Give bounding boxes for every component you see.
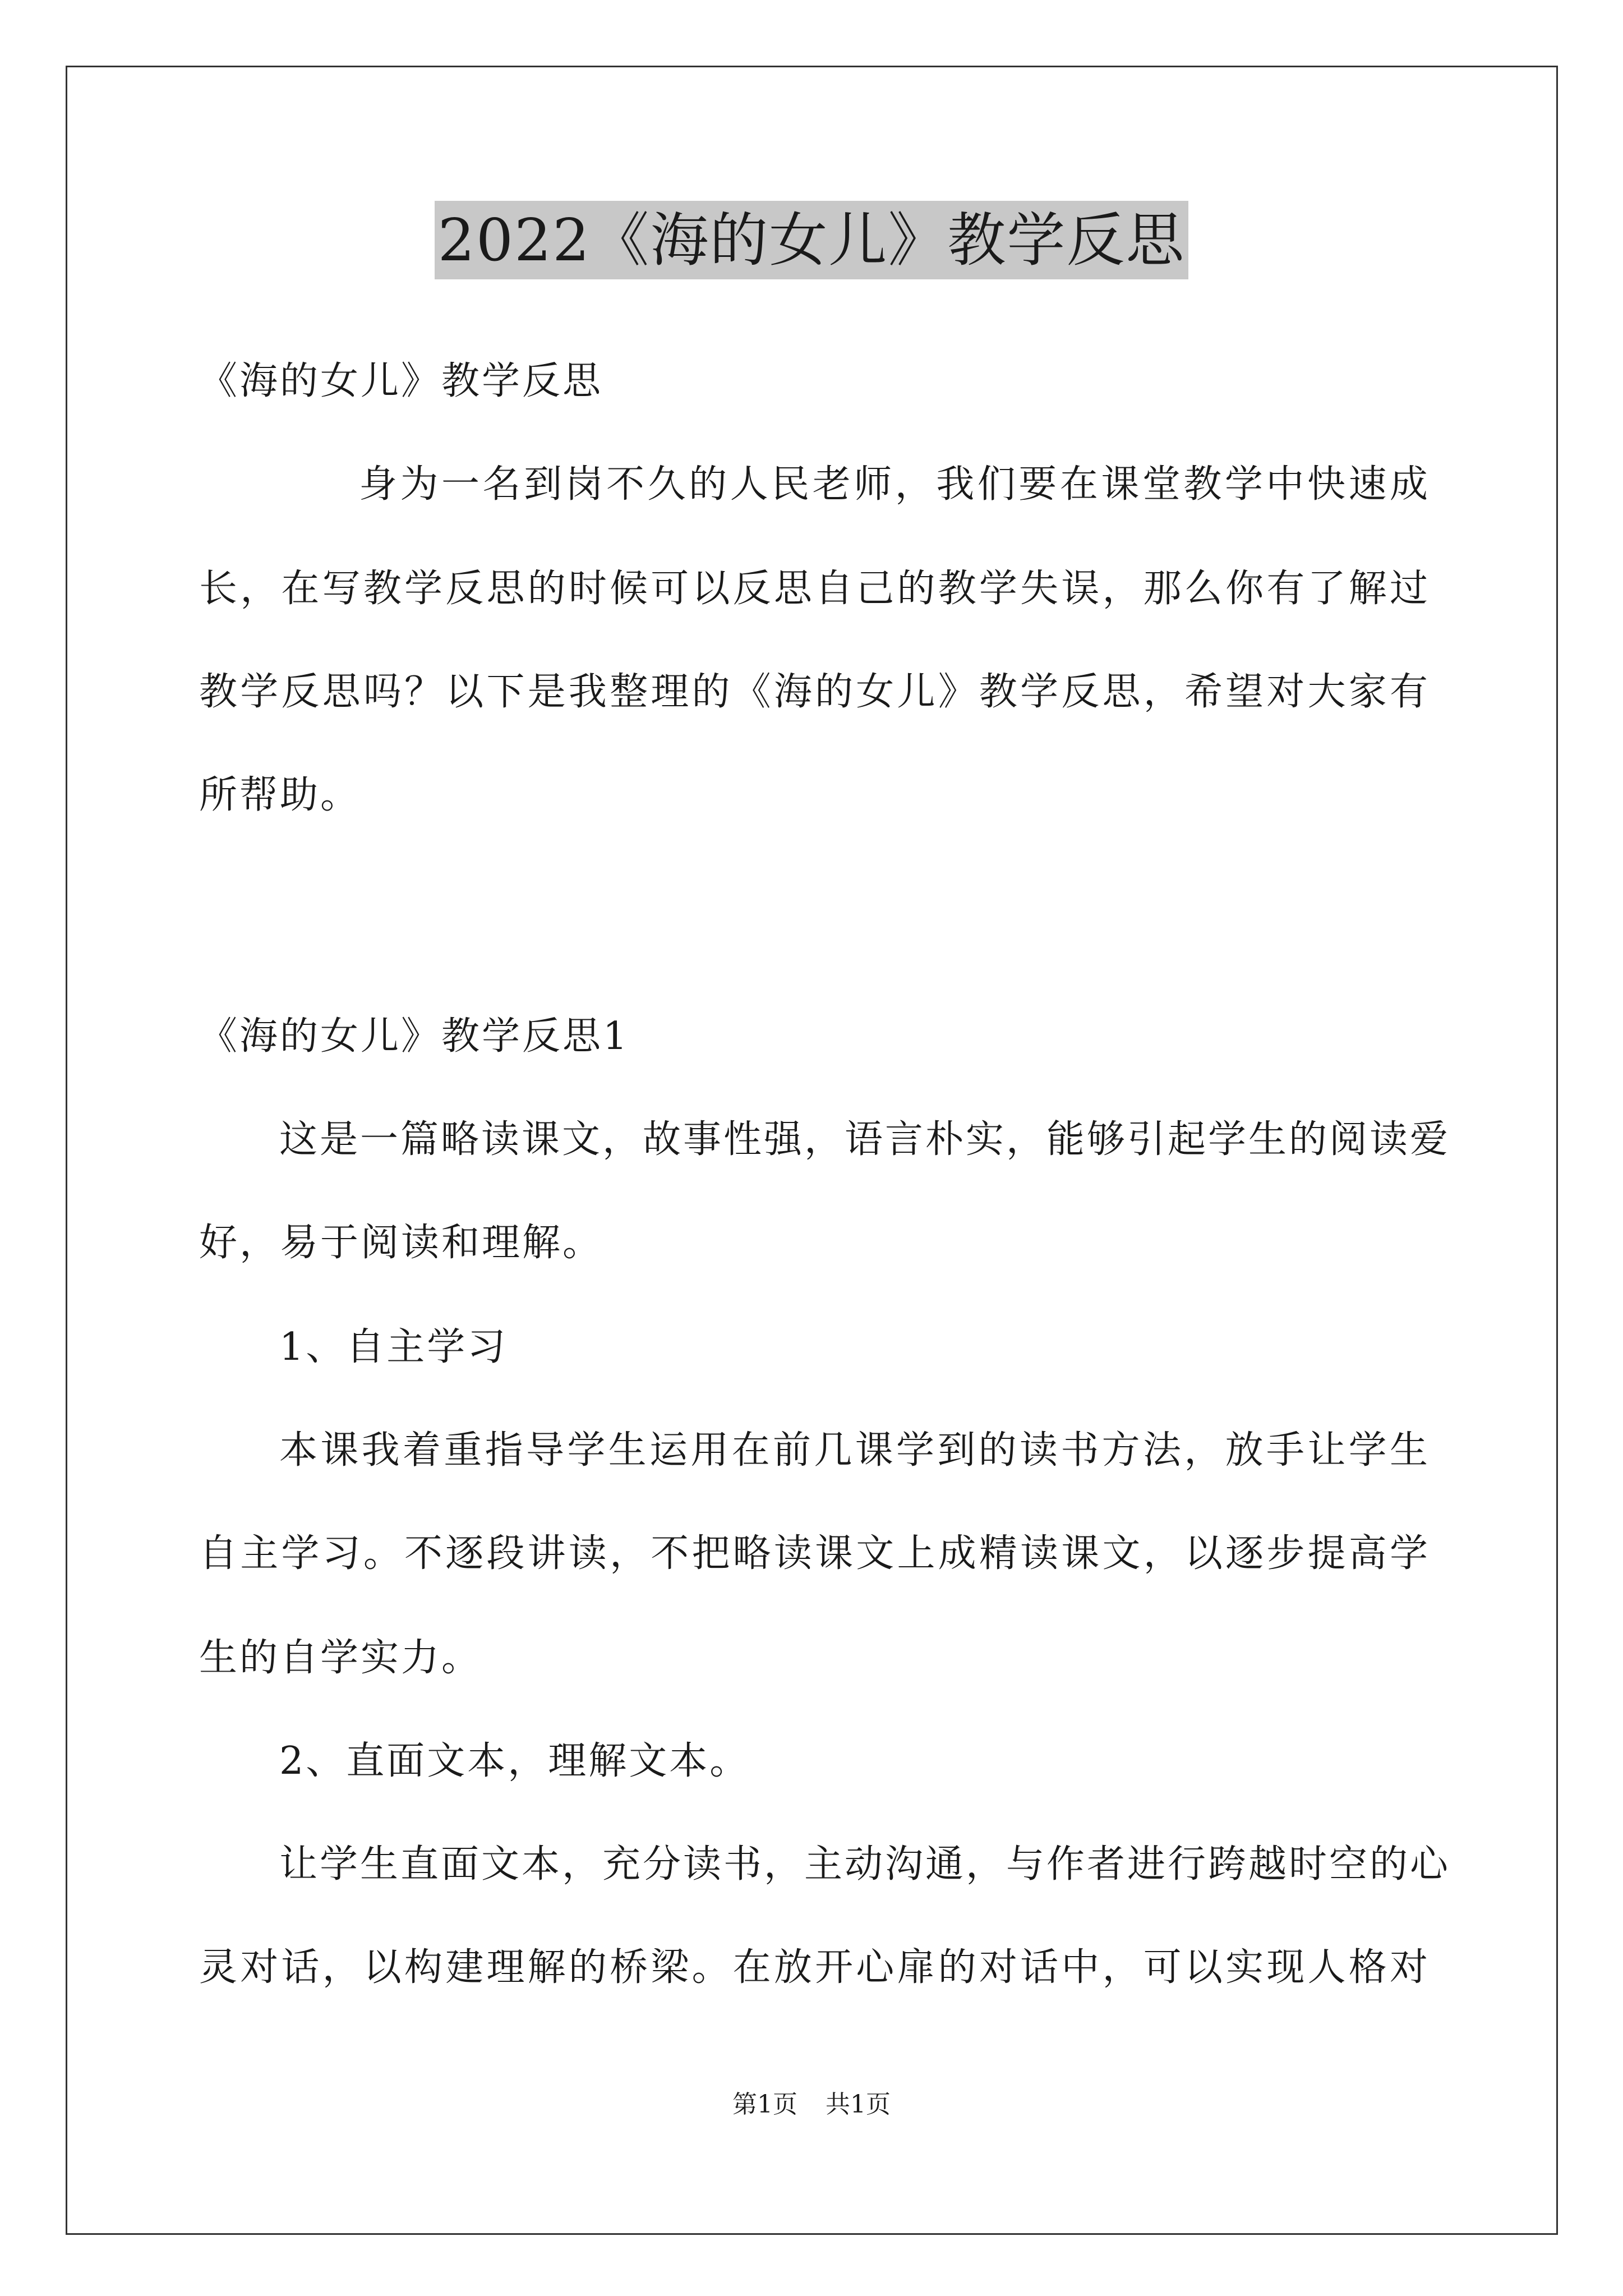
section-heading: 《海的女儿》教学反思1	[199, 1014, 630, 1059]
paragraph-line: 生的自学实力。	[199, 1636, 482, 1680]
list-heading: 2、直面文本，理解文本。	[279, 1739, 750, 1783]
paragraph-line: 身为一名到岗不久的人民老师，我们要在课堂教学中快速成	[359, 462, 1430, 507]
page-total: 共1页	[826, 2090, 891, 2119]
paragraph-line: 所帮助。	[199, 773, 361, 817]
page-footer	[0, 2089, 1623, 2120]
page-number: 第1页	[732, 2090, 797, 2119]
paragraph-line: 长，在写教学反思的时候可以反思自己的教学失误，那么你有了解过	[199, 567, 1430, 611]
paragraph-line: 好，易于阅读和理解。	[199, 1221, 603, 1265]
document-title: 2022《海的女儿》教学反思	[435, 201, 1189, 279]
paragraph-line: 灵对话，以构建理解的桥梁。在放开心扉的对话中，可以实现人格对	[199, 1945, 1430, 1990]
paragraph-line: 这是一篇略读课文，故事性强，语言朴实，能够引起学生的阅读爱	[279, 1117, 1451, 1162]
list-heading: 1、自主学习	[279, 1325, 508, 1369]
paragraph-line: 本课我着重指导学生运用在前几课学到的读书方法，放手让学生	[279, 1428, 1430, 1473]
paragraph-line: 让学生直面文本，充分读书，主动沟通，与作者进行跨越时空的心	[279, 1842, 1451, 1887]
title-container	[0, 201, 1623, 279]
paragraph-line: 教学反思吗？以下是我整理的《海的女儿》教学反思，希望对大家有	[199, 670, 1430, 714]
paragraph-line: 自主学习。不逐段讲读，不把略读课文上成精读课文，以逐步提高学	[199, 1531, 1430, 1576]
section-heading: 《海的女儿》教学反思	[199, 359, 603, 403]
